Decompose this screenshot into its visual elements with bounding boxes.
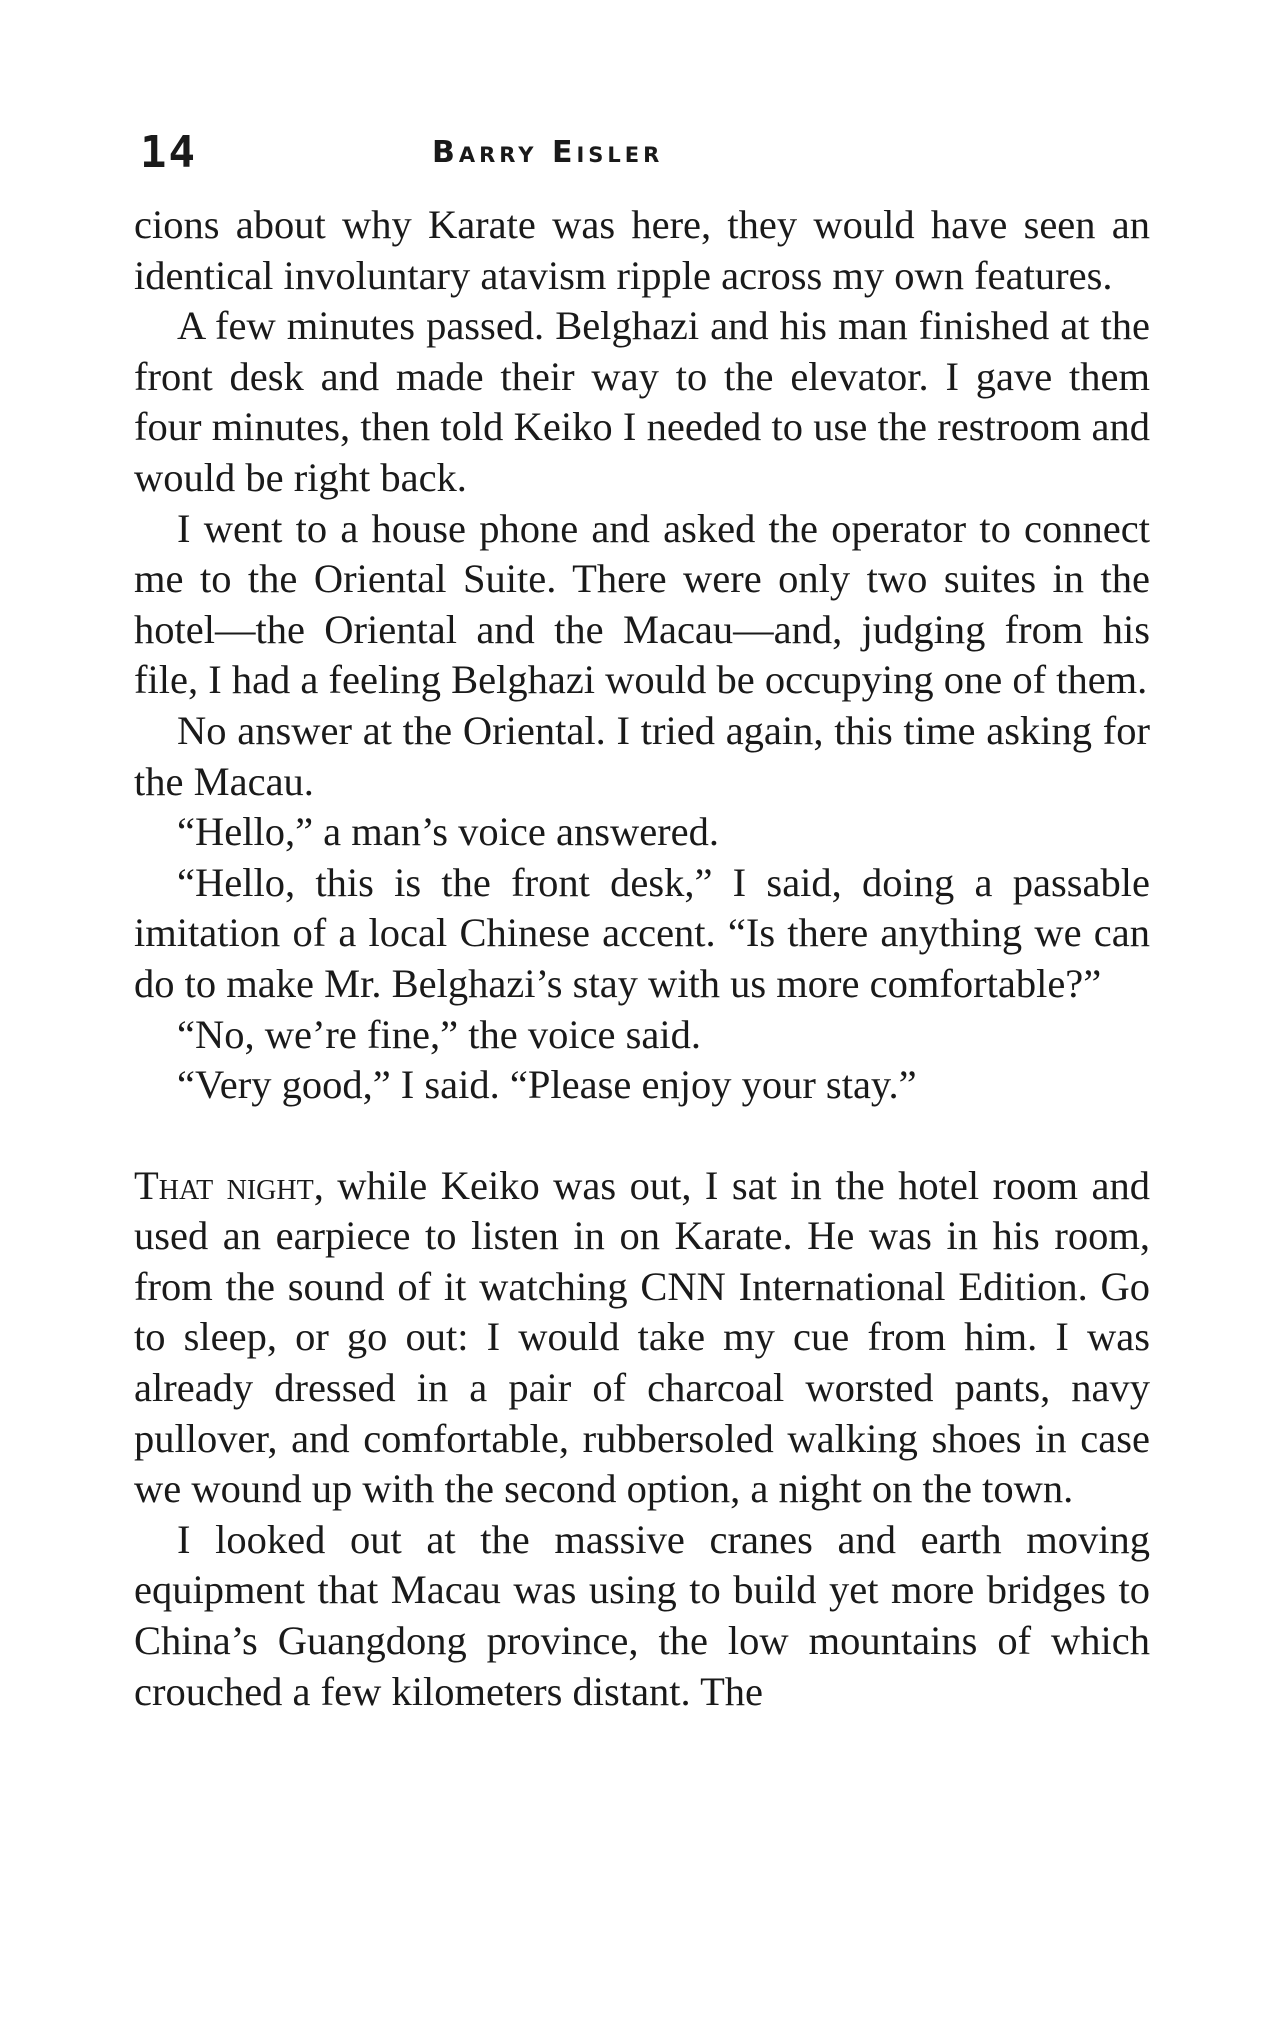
dialogue-paragraph: “Hello, this is the front desk,” I said, doing a passable imitation of a local Chinese accent. “Is there anything we can do to make Mr. Belghazi’s stay with us more comfortable?” (134, 859, 1150, 1006)
dialogue-paragraph: “Hello,” a man’s voice answered. (177, 809, 720, 855)
paragraph: I looked out at the massive cranes and earth moving equipment that Macau was using to build yet more bridges to China’s Guangdong province, the low mountains of which crouched a few kilometers distant. The (134, 1516, 1150, 1714)
page-header (140, 128, 1150, 178)
dialogue-paragraph: “No, we’re fine,” the voice said. (177, 1011, 702, 1057)
page-number: 14 (140, 127, 197, 178)
paragraph: I went to a house phone and asked the operator to connect me to the Oriental Suite. There were only two suites in the hotel—the Oriental and the Macau—and, judging from his file, I had a feeling Belghazi would be occupying one of them. (134, 505, 1150, 703)
dialogue-paragraph: “Very good,” I said. “Please enjoy your stay.” (177, 1062, 917, 1108)
paragraph-continued: cions about why Karate was here, they would have seen an identical involuntary atavism ripple across my own features. (134, 202, 1150, 298)
paragraph: No answer at the Oriental. I tried again, this time asking for the Macau. (134, 707, 1150, 804)
section-lead-in: That night, (134, 1162, 324, 1208)
section-opening-text: while Keiko was out, I sat in the hotel room and used an earpiece to listen in on Karate. He was in his room, from the sound of it watching CNN International Edition. Go to sleep, or go out: I would take my cue from him. I was already dressed in a pair of charcoal worsted pants, navy pullover, and comfortable, rubbersoled walking shoes in case we wound up with the second option, a night on the town. (134, 1162, 1150, 1512)
section-opening-paragraph (134, 1161, 1150, 1515)
section-break (134, 1111, 1150, 1161)
paragraph: A few minutes passed. Belghazi and his man finished at the front desk and made their way to the elevator. I gave them four minutes, then told Keiko I needed to use the restroom and would be right back. (134, 303, 1150, 500)
running-head-author: Barry Eisler (432, 135, 664, 170)
body-text (134, 200, 1150, 1717)
